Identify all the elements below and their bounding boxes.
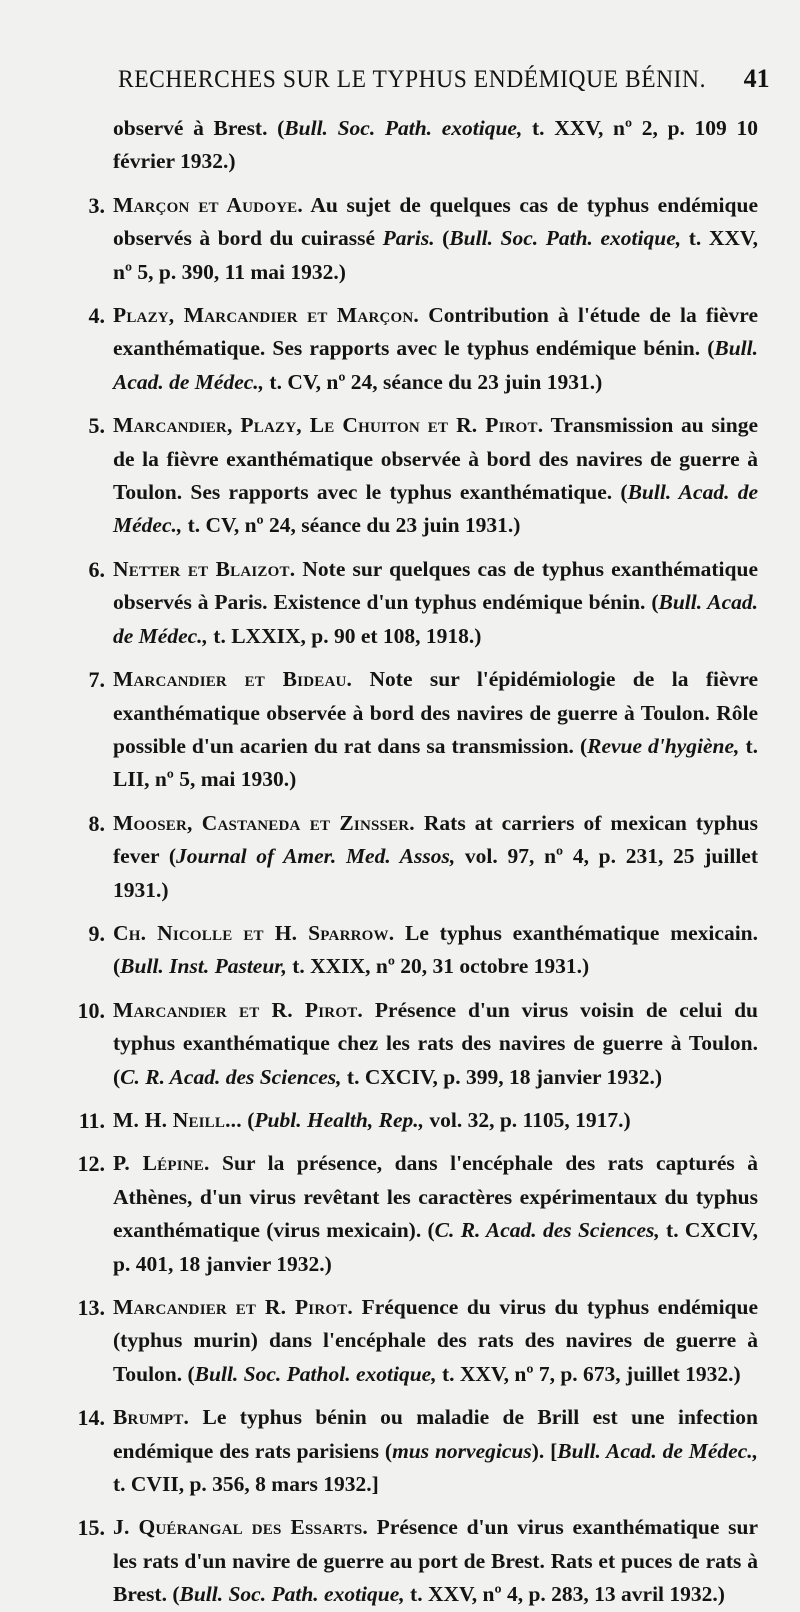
reference-journal: Bull. Acad. de Médec., [557,1438,758,1463]
reference-entry [77,994,758,1094]
reference-entry [113,112,758,179]
reference-text: t. LXXIX, p. 90 et 108, 1918.) [207,623,482,648]
running-title: RECHERCHES SUR LE TYPHUS ENDÉMIQUE BÉNIN. [118,66,707,93]
reference-entry [88,917,758,984]
reference-text: Présence d'un virus voisin de celui du typhus exanthématique chez les rats des navires de guerre à Toulon. ( [113,997,758,1089]
reference-text: t. XXV, nº 7, p. 673, juillet 1932.) [436,1361,741,1386]
reference-authors: Marcandier et R. Pirot. [113,1295,354,1319]
reference-authors: J. Quérangal des Essarts. [113,1515,368,1540]
reference-journal: C. R. Acad. des Sciences, [120,1064,342,1089]
reference-entry [88,409,759,543]
reference-text: t. XXIX, nº 20, 31 octobre 1931.) [286,954,590,979]
reference-journal: Bull. Soc. Pathol. exotique, [194,1361,437,1386]
reference-text: t. LII, nº 5, mai 1930.) [113,733,758,792]
reference-entry [77,1147,759,1281]
reference-text: t. CV, nº 24, séance du 23 juin 1931.) [182,513,521,538]
reference-journal: Paris. [382,226,435,251]
reference-entry [77,1291,758,1391]
reference-entry [88,189,758,289]
reference-text: ( [241,1107,255,1132]
reference-journal: Bull. Acad. de Médec., [113,590,758,648]
reference-number: 10. [77,997,105,1023]
reference-text: Le typhus bénin ou maladie de Brill est une infection endémique des rats parisiens ( [113,1405,758,1463]
reference-number: 14. [77,1405,105,1431]
reference-authors: Marcandier et Bideau. [113,667,353,692]
reference-number: 8. [88,810,105,836]
reference-number: 7. [88,667,105,693]
reference-journal: Bull. Soc. Path. exotique, [449,226,682,251]
reference-text: ( [434,226,450,251]
reference-text: Transmission au singe de la fièvre exanthématique observée à bord des navires de guerre à Toulon. Ses rapports avec le typhus exanthématique. ( [113,413,758,505]
reference-text: Contribution à l'étude de la fièvre exanthématique. Ses rapports avec le typhus endémique bénin. ( [113,303,759,361]
reference-entry [88,553,758,653]
running-head [118,64,768,94]
reference-number: 11. [78,1107,105,1133]
reference-journal: C. R. Acad. des Sciences, [434,1218,660,1243]
reference-authors: Brumpt. [113,1405,190,1430]
reference-authors: P. Lépine. [113,1151,210,1176]
reference-authors: Ch. Nicolle et H. Sparrow. [113,920,395,945]
reference-journal: Bull. Inst. Pasteur, [120,954,287,979]
reference-text: Fréquence du virus du typhus endémique (typhus murin) dans l'encéphale des rats des navires de guerre à Toulon. ( [113,1295,758,1386]
reference-entry [88,663,758,797]
reference-authors: Netter et Blaizot. [113,556,296,581]
reference-journal: Bull. Acad. de Médec., [113,480,759,538]
reference-authors: M. H. Neill... [113,1107,242,1132]
reference-text: t. XXV, nº 2, p. 109 10 février 1932.) [113,116,758,174]
reference-journal: Journal of Amer. Med. Assos, [176,844,456,869]
reference-text: vol. 97, nº 4, p. 231, 25 juillet 1931.) [113,844,759,902]
reference-journal: Bull. Acad. de Médec., [113,336,758,394]
reference-number: 15. [77,1515,105,1541]
reference-text: Sur la présence, dans l'encéphale des rats capturés à Athènes, d'un virus revêtant les caractères expérimentaux du typhus exanthématique (virus mexicain). ( [113,1151,759,1243]
reference-number: 3. [88,192,105,218]
reference-number: 5. [88,413,105,439]
reference-journal: mus norvegicus [392,1438,532,1463]
reference-text: Présence d'un virus exanthématique sur les rats d'un navire de guerre au port de Brest. Rats et puces de rats à Brest. ( [113,1515,758,1607]
reference-text: observé à Brest. ( [113,116,285,140]
reference-text: ). [ [531,1438,558,1463]
reference-text: Le typhus exanthématique mexicain. ( [113,920,758,979]
reference-text: Note sur quelques cas de typhus exanthématique observés à Paris. Existence d'un typhus endémique bénin. ( [113,556,758,615]
reference-entry [77,1511,758,1611]
reference-entry [77,1401,758,1501]
reference-entry [88,807,759,907]
page-number: 41 [743,64,770,93]
reference-number: 13. [77,1295,105,1320]
reference-list [0,112,800,1612]
reference-number: 9. [88,920,105,946]
reference-number: 4. [88,303,105,329]
reference-text: Rats at carriers of mexican typhus fever ( [113,810,758,869]
reference-entry [88,299,759,399]
reference-text: t. CV, nº 24, séance du 23 juin 1931.) [264,369,603,394]
reference-text: t. CXCIV, p. 401, 18 janvier 1932.) [113,1218,758,1276]
reference-text: t. CXCIV, p. 399, 18 janvier 1932.) [341,1064,663,1089]
reference-text: t. CVII, p. 356, 8 mars 1932.] [113,1472,379,1497]
reference-text: Au sujet de quelques cas de typhus endémique observés à bord du cuirassé [113,192,758,251]
reference-journal: Bull. Soc. Path. exotique, [284,116,523,140]
reference-text: vol. 32, p. 1105, 1917.) [424,1107,631,1132]
reference-authors: Marcandier et R. Pirot. [113,997,363,1022]
reference-journal: Revue d'hygiène, [587,733,740,758]
reference-text: t. XXV, nº 4, p. 283, 13 avril 1932.) [404,1582,725,1607]
reference-authors: Marçon et Audoye. [113,192,303,217]
reference-text: t. XXV, nº 5, p. 390, 11 mai 1932.) [113,226,758,284]
reference-authors: Mooser, Castaneda et Zinsser. [113,810,415,835]
reference-number: 12. [77,1151,105,1177]
reference-entry [78,1104,758,1137]
reference-journal: Publ. Health, Rep., [254,1107,424,1132]
reference-text: Note sur l'épidémiologie de la fièvre exanthématique observée à bord des navires de guerre à Toulon. Rôle possible d'un acarien du rat dans sa transmission. ( [113,667,758,758]
reference-authors: Marcandier, Plazy, Le Chuiton et R. Pirot. [113,413,544,438]
reference-number: 6. [88,556,105,582]
reference-journal: Bull. Soc. Path. exotique, [179,1582,405,1607]
reference-authors: Plazy, Marcandier et Marçon. [113,303,419,328]
